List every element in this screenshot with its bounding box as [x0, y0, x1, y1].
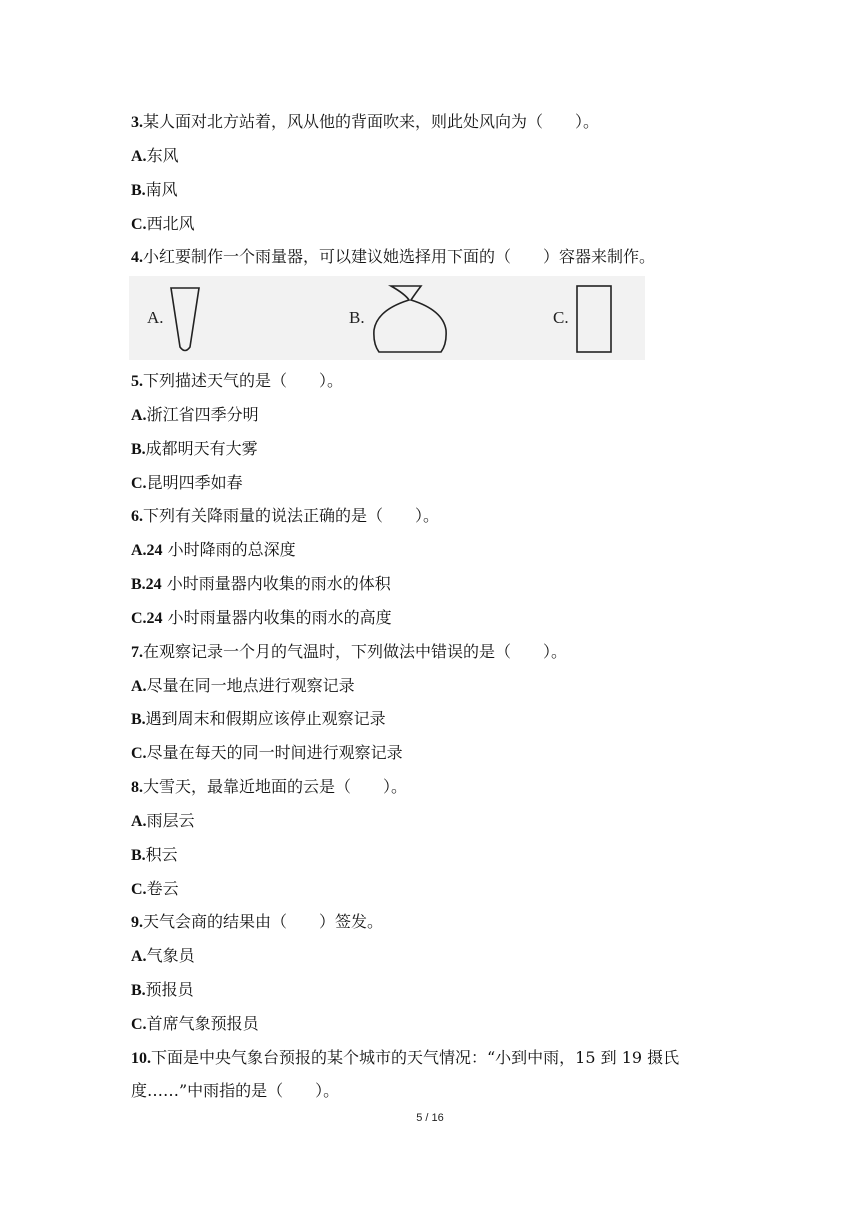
vase-shape [374, 286, 446, 352]
option-8c: C.卷云 [131, 879, 179, 898]
option-6b: B.24 小时雨量器内收集的雨水的体积 [131, 574, 391, 593]
option-3b: B.南风 [131, 180, 178, 199]
question-10-continued: 度……”中雨指的是（ ）。 [131, 1081, 340, 1100]
container-options-figure [129, 276, 645, 360]
question-5: 5.下列描述天气的是（ ）。 [131, 371, 344, 390]
option-3c: C.西北风 [131, 214, 195, 233]
figure-label-c: C. [553, 308, 569, 327]
option-5b: B.成都明天有大雾 [131, 439, 258, 458]
question-3: 3.某人面对北方站着，风从他的背面吹来，则此处风向为（ ）。 [131, 112, 600, 131]
option-7a: A.尽量在同一地点进行观察记录 [131, 676, 355, 695]
option-5a: A.浙江省四季分明 [131, 405, 259, 424]
question-9: 9.天气会商的结果由（ ）签发。 [131, 912, 384, 931]
option-9b: B.预报员 [131, 980, 194, 999]
option-3a: A.东风 [131, 146, 179, 165]
question-7: 7.在观察记录一个月的气温时，下列做法中错误的是（ ）。 [131, 642, 568, 661]
cylinder-shape [577, 286, 611, 352]
option-9c: C.首席气象预报员 [131, 1014, 259, 1033]
container-shapes [129, 276, 645, 360]
question-6: 6.下列有关降雨量的说法正确的是（ ）。 [131, 506, 440, 525]
page-number: 5 / 16 [416, 1112, 444, 1124]
tapered-cup-shape [171, 288, 199, 351]
question-10: 10.下面是中央气象台预报的某个城市的天气情况：“小到中雨，15 到 19 摄氏 [131, 1048, 680, 1067]
question-8: 8.大雪天，最靠近地面的云是（ ）。 [131, 777, 408, 796]
question-4: 4.小红要制作一个雨量器，可以建议她选择用下面的（ ）容器来制作。 [131, 247, 656, 266]
option-7c: C.尽量在每天的同一时间进行观察记录 [131, 743, 403, 762]
figure-label-a: A. [147, 308, 164, 327]
option-8a: A.雨层云 [131, 811, 195, 830]
figure-label-b: B. [349, 308, 365, 327]
option-5c: C.昆明四季如春 [131, 473, 243, 492]
option-7b: B.遇到周末和假期应该停止观察记录 [131, 709, 386, 728]
option-6a: A.24 小时降雨的总深度 [131, 540, 296, 559]
option-9a: A.气象员 [131, 946, 195, 965]
option-6c: C.24 小时雨量器内收集的雨水的高度 [131, 608, 392, 627]
option-8b: B.积云 [131, 845, 178, 864]
